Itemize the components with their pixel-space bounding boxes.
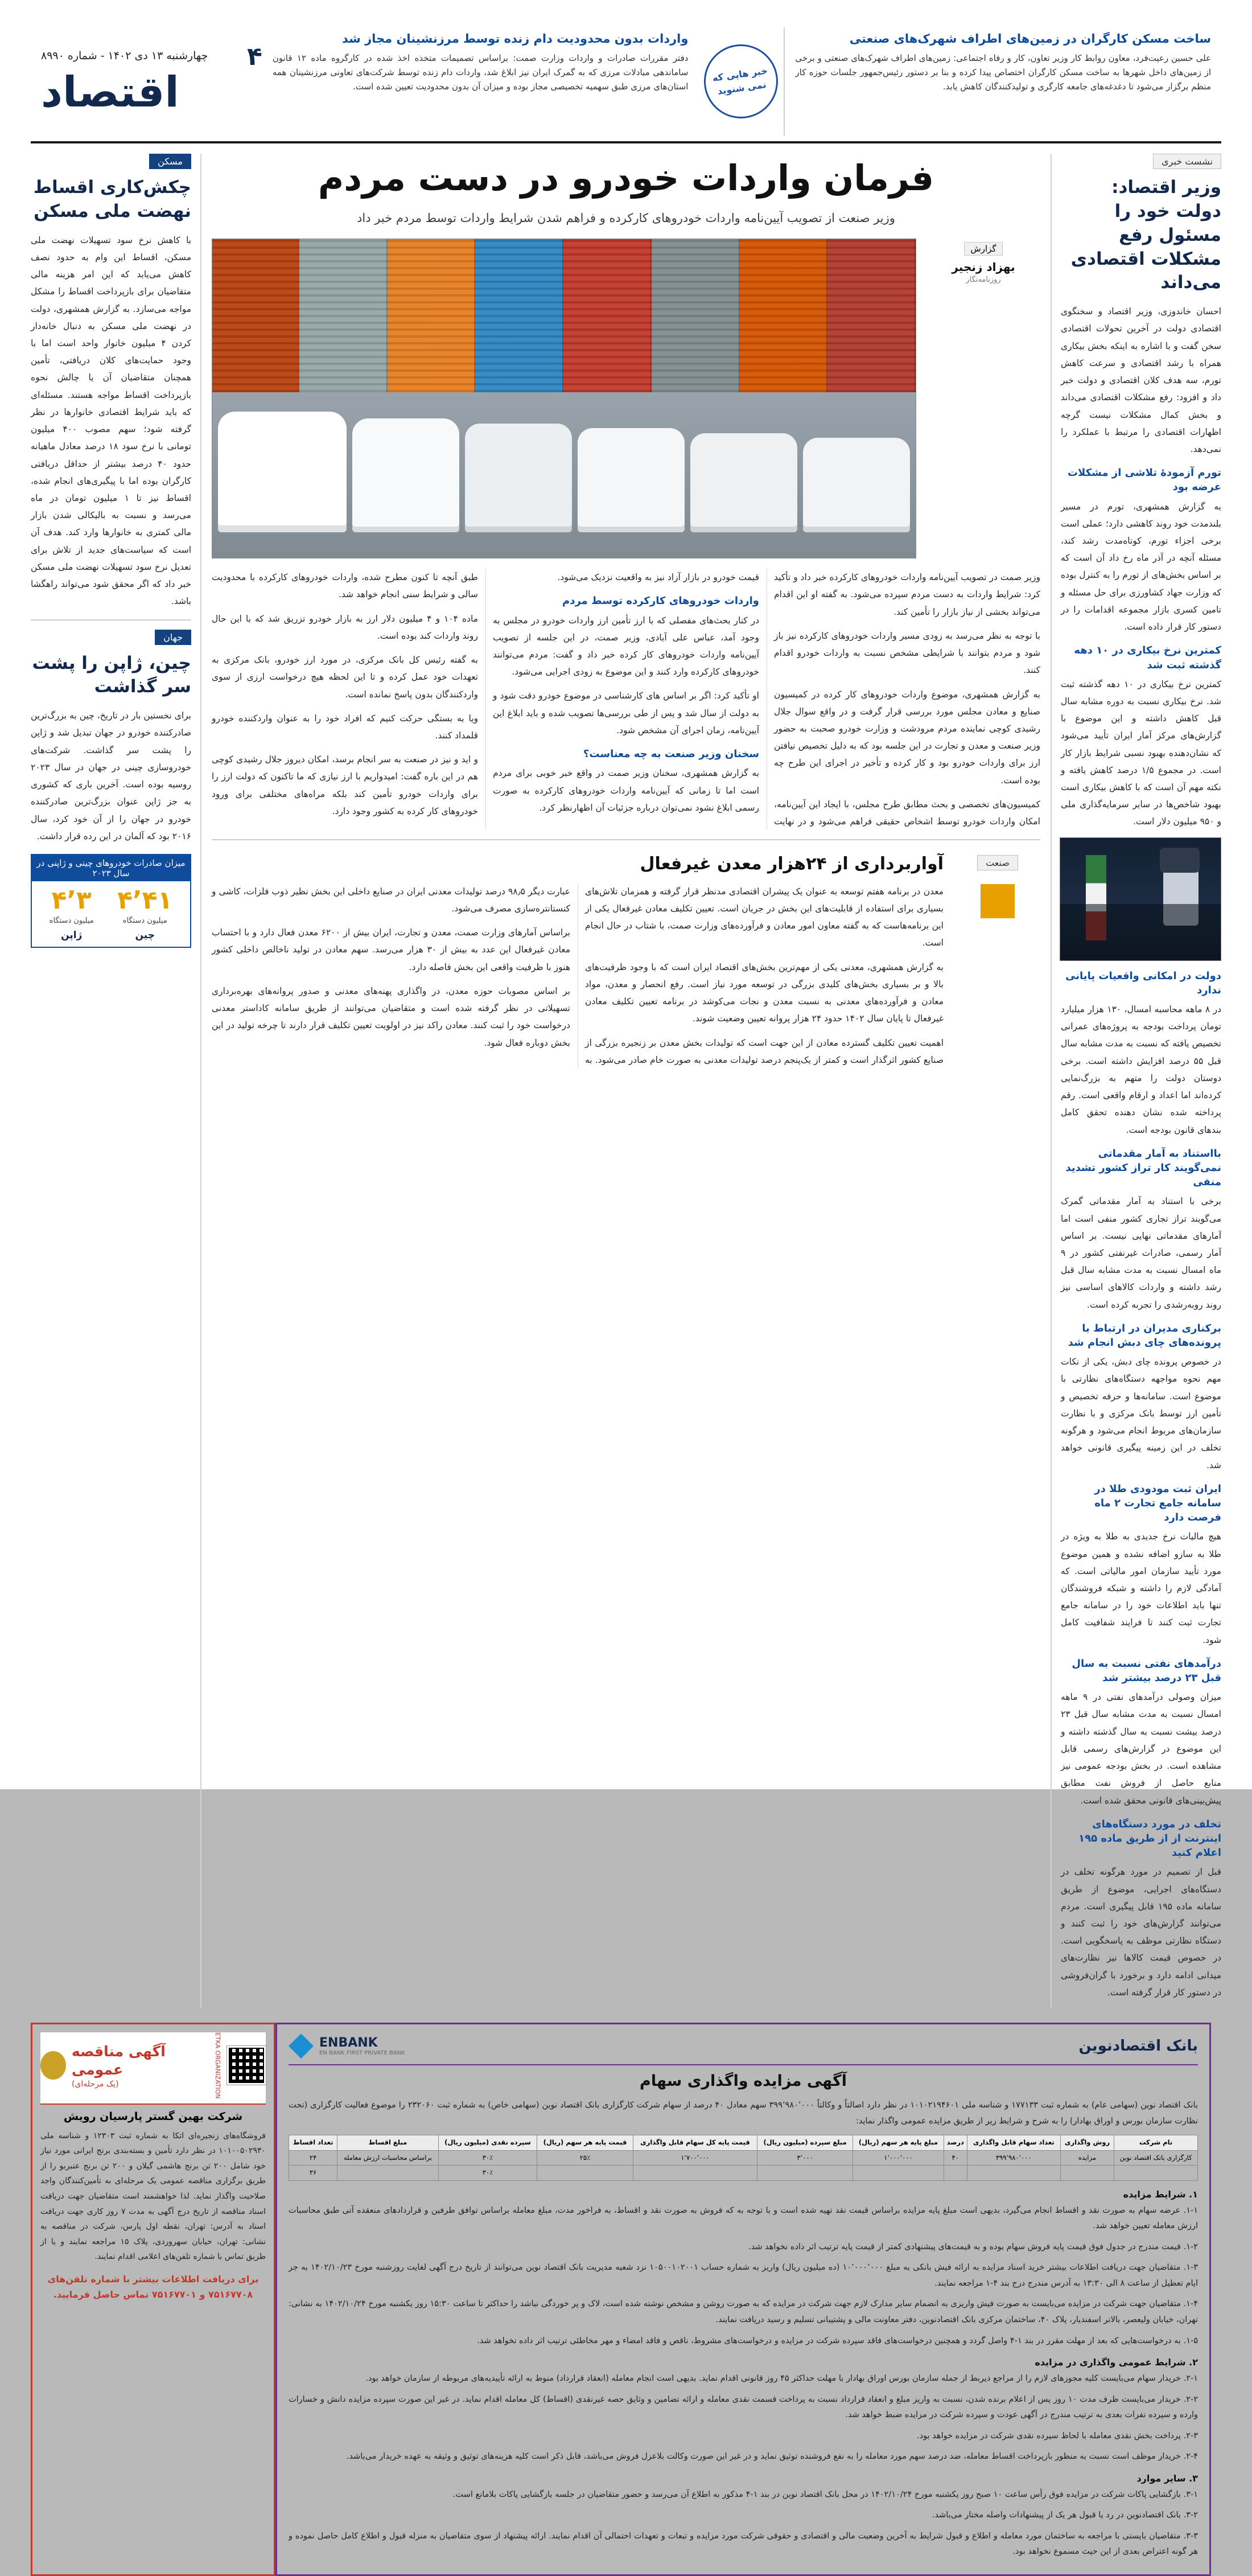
mining-p-1: به گزارش همشهری، معدنی یکی از مهم‌ترین بخش‌های اقتصاد ایران است که با وجود ظرفیت‌های بالا و بر بسیاری بخش‌های کلیدی بزرگی در توسعه مورد نیاز است. رفع انحصار و معدن، مواد معادن و فرآورده‌های معدنی به نسبت معدن و نجات می‌کوشد در برنامه تعیین تکلیف معادن غیرفعال تا پایان سال ۱۴۰۲ حدود ۲۴ هزار پروانه تعیین وضعیت شوند. (585, 962, 944, 1024)
column-right (1051, 154, 1221, 2008)
right-sub-6: درآمدهای نفتی نسبت به سال قبل ۲۳ درصد بیشتر شد (1072, 1657, 1221, 1685)
page-number: ۴ (247, 42, 262, 71)
chart-caption: میزان صادرات خودروهای چینی و ژاپنی در سال ۲۰۲۳ (32, 855, 190, 881)
table-row (289, 2150, 1198, 2166)
masthead-briefs (262, 27, 1221, 135)
issue-line: چهارشنبه ۱۳ دی ۱۴۰۲ - شماره ۸۹۹۰ (41, 50, 208, 62)
world-title: چین، ژاپن را پشت سر گذاشت (32, 652, 191, 697)
lead-body-columns (212, 569, 1040, 830)
th-5: مبلغ سپرده (میلیون ریال) (757, 2135, 853, 2151)
cell-0-9: براساس محاسبات ارزش معامله (337, 2150, 438, 2166)
mining-p-3: براساس آمارهای وزارت صمت، معدن و تجارت، ایران بیش از ۶۲۰۰ معدن فعال دارد و با احتساب معادن غیرفعال این عدد به بیش از ۳۰ هزار می‌رسد. سهم معادن در تولید ناخالص داخلی کشور هنوز با ظرفیت واقعی این بخش فاصله دارد. (212, 927, 570, 972)
cell-1-6 (633, 2166, 757, 2181)
stamp-label: خبر هایی که نمی شنوید (699, 40, 783, 124)
mining-p-0: معدن در برنامه هفتم توسعه به عنوان یک پیشران اقتصادی مدنظر قرار گرفته و همزمان تلاش‌های بسیاری برای استفاده از قابلیت‌های این بخش در جریان است. تعیین تکلیف معادن غیرفعال یکی از این برنامه‌هاست که به گفته معاون امور معادن و فرآورده‌های وزارت صمت، با شتاب در حال انجام است. (585, 886, 944, 948)
th-4: مبلغ پایه هر سهم (ریال) (852, 2135, 944, 2151)
stat-china-label: چین (135, 929, 155, 941)
brief-item (262, 27, 699, 135)
lead-p-0: وزیر صمت در تصویب آیین‌نامه واردات خودروهای کارکرده خبر داد و تأکید کرد: شرایط واردات به دست مردم سپرده می‌شود. به گفته او این اقدام می‌تواند بخشی از نیاز بازار را تأمین کند. (774, 572, 1040, 617)
qr-code (227, 2046, 266, 2085)
th-1: روش واگذاری (1060, 2135, 1114, 2151)
right-article-title: وزیر اقتصاد: دولت خود را مسئول رفع مشکلات اقتصادی می‌داند (1070, 177, 1221, 293)
right-sub-5-body: هیچ مالیات نرخ جدیدی به طلا به ویژه در طلا به سازو اضافه نشده و همین موضوع مورد تأیید سازمان امور مالیاتی است. که آمادگی لازم را داشته و شبکه فروشندگان تنها باید اطلاعات خود را در سامانه جامع تجارت ثبت کنند تا فرایند شفافیت کامل شود. (1061, 1531, 1221, 1645)
auction-sec-0-head: ۱. شرایط مزایده (1123, 2188, 1198, 2200)
bank-logo-icon (289, 2033, 314, 2059)
byline-role: روزنامه‌نگار (966, 276, 1001, 285)
tender-body: فروشگاه‌های زنجیره‌ای اتکا به شماره ثبت ۱۲۳۰۳ و شناسه ملی ۱۰۱۰۰۵۰۲۹۳۰ در نظر دارد تأمین و بسته‌بندی برنج ایرانی مورد نیاز خود شامل ۲۰۰ تن برنج هاشمی گیلان و ۲۰۰ تن برنج عنبربو را از طریق برگزاری مناقصه عمومی یک مرحله‌ای به تأمین‌کنندگان واجد صلاحیت واگذار نماید. لذا خواهشمند است متقاضیان جهت دریافت اسناد مناقصه از تاریخ درج آگهی به مدت ۷ روز کاری جهت دریافت اسناد به آدرس: تهران، نقطه اول پارس، شرکت در مناقصه به نشانی: تهران، خیابان سهروردی، پلاک ۱۵ مراجعه نمایند و یا از طریق تماس با شماره تلفن‌های اعلامی اقدام نمایند. (40, 2131, 266, 2262)
auction-sec-0-item-3: ۱-۴. متقاضیان جهت شرکت در مزایده می‌بایست به صورت فیش واریزی به انضمام سایر مدارک لازم جهت شرکت در مزایده که به صورت روشن و مشخص نوشته شده است، لاک و پر خوردگی نباشد را حداکثر تا ساعت ۱۵:۳۰ روز یکشنبه مورخ ۱۴۰۲/۱۰/۲۴ به نشانی: تهران، خیابان ولیعصر، بالاتر اسفندیار، پلاک ۴۰، ساختمان مرکزی بانک اقتصادنوین، دفتر معاونت مالی و پشتیبانی تسلیم و رسید دریافت نمایند. (289, 2299, 1198, 2325)
cell-1-1 (1060, 2166, 1114, 2181)
lead-deck: وزیر صنعت از تصویب آیین‌نامه واردات خودروهای کارکرده و فراهم شدن شرایط واردات توسط مردم خبر داد (357, 211, 895, 225)
th-7: قیمت پایه هر سهم (ریال) (537, 2135, 633, 2151)
lead-p-2: به گزارش همشهری، موضوع واردات خودروهای کار کرده در کمیسیون صنایع و معادن مجلس مورد بررسی قرار گرفت و در واقع سوال جلال رشیدی کوچی نماینده مردم مرودشت و وزارت خودرو صحبت به حضور وزیر صنعت و معدن و تجارت در این جلسه بود که به دلیل تخصیص نیافتن ارز برای واردات خودرو بود و کار کرده و تأخیر در اجرای این طرح چه بوده است. (774, 689, 1040, 786)
bank-tagline: EN BANK FIRST PRIVATE BANK (319, 2050, 405, 2057)
bank-ad-header (289, 2033, 1198, 2065)
brief-text: دفتر مقررات صادرات و واردات وزارت صمت: براساس تصمیمات متخذه اخذ شده در کارگروه ماده ۱۲ قانون ساماندهی مبادلات مرزی که به گمرک ایران نیز ابلاغ شد، واردات دام زنده توسط شرکت‌های تعاونی مرزنشینان همه استان‌های مرزی طبق سهمیه تخصیصی مجاز بوده و میزان آن بدون محدودیت تعیین شده است. (272, 53, 689, 92)
lead-sub1-p0: در کنار بحث‌های مفصلی که با ارز تأمین ارز واردات خودرو در مجلس به وجود آمد، عباس علی آبادی، وزیر صمت، در این جلسه از تصویب آیین‌نامه واردات خودروهای کار کرده خبر داد و گفت: مردم می‌توانند خودروهای کارکرده وارد کنند و این موضوع به زودی اجرایی می‌شود. (493, 615, 759, 677)
housing-body: با کاهش نرخ سود تسهیلات نهضت ملی مسکن، اقساط این وام به حدود نصف کاهش می‌یابد که این امر هزینه مالی متقاضیان برای بازپرداخت اقساط را مشکل مواجه می‌سازد. به گزارش همشهری، دولت در نهضت ملی مسکن به دنبال خانه‌دار کردن ۴ میلیون خانوار واحد است اما با وجود حمایت‌های کلان دریافتی، تأمین همچنان متقاضیان آن یا چالش نحوه بازپرداخت اقساط مواجه هستند. مسئله‌ای که باید شرایط اقتصادی خانوارها در نظر گرفته شود؛ سهم مصوب ۴۰۰ میلیون تومانی با نرخ سود ۱۸ درصد معادل ماهیانه حدود ۴۰ درصد بیشتر از حداقل دریافتی کارگران بوده اما با پیگیری‌های انجام شده، اقساط نیز تا ۱ میلیون تومان در ماه می‌رسد و نسبت به بالیکالی شدن بازار مالی کمتری به خانوارها وارد کند. هدف آن است که سیاست‌های جدید از تلاش برای تعدیل نرخ سود تسهیلات نهضت ملی مسکن خبر داد که اگر محقق شود می‌تواند راهگشا باشد. (31, 235, 192, 607)
brief-title: ساخت مسکن کارگران در زمین‌های اطراف شهرک‌های صنعتی (849, 32, 1211, 46)
auction-sec-1-item-1: ۲-۲. خریدار می‌بایست ظرف مدت ۱۰ روز پس از اعلام برنده شدن، نسبت به واریز مبلغ و انعقاد قرارداد نسبت به پرداخت قسمت نقدی معامله و ارائه تضامین و وثایق حصه غیرنقدی (اقساط) کل معامله اقدام نماید. در غیر این صورت سپرده مزایده دانش و خسارات وارده و سپرده نفرات بعدی به ترتیب مندرج در آگهی عودت و سپرده شرکت در مزایده ضبط خواهد شد. (289, 2394, 1198, 2420)
cell-1-2 (967, 2166, 1060, 2181)
stat-japan-value: ۴٬۳ (51, 885, 92, 915)
byline-box (926, 239, 1040, 284)
lead-photo (212, 239, 916, 558)
tender-subtitle: (یک مرحله‌ای) (71, 2079, 119, 2089)
tender-title: آگهی مناقصه عمومی (71, 2043, 166, 2078)
kicker-industry: صنعت (977, 855, 1018, 870)
main-grid (31, 154, 1221, 2008)
mining-body (212, 883, 944, 1069)
mining-article (212, 849, 1040, 1069)
right-sub-2: دولت در امکانی واقعیات پایانی ندارد (1065, 969, 1221, 996)
cell-1-9 (337, 2166, 438, 2181)
lead-p-5: به گفته رئیس کل بانک مرکزی، در مورد ارز خودرو، بانک مرکزی به تعهدات خود عمل کرده و تا این لحظه هیچ درخواست ارزی از سوی واردکنندگان بدون پاسخ نمانده است. (212, 655, 478, 700)
auction-sec-1-item-2: ۲-۳. پرداخت بخش نقدی معامله با لحاظ سپرده نقدی شرکت در مزایده خواهد بود. (917, 2431, 1198, 2441)
th-0: نام شرکت (1114, 2135, 1198, 2151)
right-sub-0: تورم آزمودهٔ تلاشی از مشکلات عرضه بود (1067, 467, 1221, 494)
kicker-news-conf: نشست خبری (1153, 154, 1221, 169)
th-9: مبلغ اقساط (337, 2135, 438, 2151)
cell-1-0 (1114, 2166, 1198, 2181)
cell-0-3: ۴۰ (944, 2150, 967, 2166)
th-8: سپرده نقدی (میلیون ریال) (438, 2135, 537, 2151)
bank-auction-ad (275, 2023, 1211, 2576)
etka-logo-icon (40, 2051, 66, 2080)
tender-ad (31, 2023, 275, 2576)
cell-0-1: مزایده (1060, 2150, 1114, 2166)
column-left (31, 154, 201, 2008)
right-sub-4-body: در خصوص پرونده چای دبش، یکی از نکات مهم نحوه مواجهه دستگاه‌های نظارتی با موضوع است. سامانه‌ها و حرفه تخصیص و تأمین ارز توسط بانک مرکزی و با نظارت سازمان‌های مربوط انجام می‌شود و هرگونه تخلف در این زمینه پیگیری قانونی خواهد شد. (1061, 1357, 1221, 1470)
cell-0-7: ۲۵٪ (537, 2150, 633, 2166)
column-center (201, 154, 1051, 2008)
auction-sec-1-head: ۲. شرایط عمومی واگذاری در مزایده (1035, 2357, 1198, 2368)
right-sub-7-body: قبل از تصمیم در مورد هرگونه تخلف در دستگاه‌های اجرایی، موضوع از طریق سامانه ماده ۱۹۵ قابل پیگیری است. مردم می‌توانند گزارش‌های خود را ثبت کنند و دستگاه نظارتی موظف به پاسخگویی است. در خصوص قیمت کالاها نیز نظارت‌های میدانی ادامه دارد و برخورد با گران‌فروشی در دستور کار قرار گرفته است. (1061, 1867, 1221, 1998)
kicker-housing: مسکن (149, 154, 191, 169)
cell-1-7 (537, 2166, 633, 2181)
divider (212, 839, 1040, 840)
right-article-lead: احسان خاندوزی، وزیر اقتصاد و سخنگوی اقتصادی دولت در آخرین تحولات اقتصادی سخن گفت و با اشاره به اینکه بخش بیکاری همراه با رشد اقتصادی و سرعت کاهش تورم، سه هدف کلان اقتصادی و دولت خبر داد و افزود: رفع مشکلات اقتصادی می‌داند و بخش کمال مشکلات نیست گرچه اظهارات اقتصادی را مرتبط با عملکرد را نمی‌دهد. (1061, 306, 1221, 454)
tender-header (40, 2032, 266, 2105)
cell-1-3 (944, 2166, 967, 2181)
stat-japan (49, 885, 94, 941)
stat-china-unit: میلیون دستگاه (122, 916, 167, 925)
byline-kicker: گزارش (964, 242, 1002, 256)
stat-japan-unit: میلیون دستگاه (49, 916, 94, 925)
lead-p-1: با توجه به نظر می‌رسد به زودی مسیر واردات خودروهای کارکرده نیز باز شود و مردم بتوانند با شرایطی مشخص نسبت به واردات خودرو اقدام کنند. (774, 630, 1040, 676)
th-6: قیمت پایه کل سهام قابل واگذاری (633, 2135, 757, 2151)
auction-sec-0-item-0: ۱-۱. عرضه سهام به صورت نقد و اقساط انجام می‌گیرد، بدیهی است مبلغ پایه مزایده براساس قیمت نقد تهیه شده است و با توجه به که فروش به صورت نقد و اقساط، به فراخور مدت، مبلغ معامله براساس توافق طرفین و قراردادهای منعقده آتی طبق محاسبات ارزش معامله تعیین خواهد شد. (289, 2205, 1198, 2231)
cell-1-5 (757, 2166, 853, 2181)
auction-title: آگهی مزایده واگذاری سهام (640, 2072, 847, 2090)
tender-org-name: شرکت بهین گستر پارسیان رویش (63, 2110, 243, 2123)
right-sub-1: کمترین نرخ بیکاری در ۱۰ دهه گذشته ثبت شد (1074, 644, 1221, 671)
brief-item (784, 27, 1221, 135)
stat-china (117, 885, 173, 941)
stamp (698, 27, 784, 135)
cell-0-5: ۳٬۰۰۰ (757, 2150, 853, 2166)
cell-1-10: ۳۶ (289, 2166, 337, 2181)
th-2: تعداد سهام قابل واگذاری (967, 2135, 1060, 2151)
press-conference-photo (1060, 837, 1221, 961)
brief-title: واردات بدون محدودیت دام زنده توسط مرزنشینان مجاز شد (341, 32, 689, 46)
th-10: تعداد اقساط (289, 2135, 337, 2151)
right-sub-3: بااستناد به آمار مقدماتی نمی‌گویند کار تراز کشور تشدید منفی (1065, 1147, 1221, 1189)
right-sub-4: برکناری مدیران در ارتباط با پرونده‌های چای دبش انجام شد (1068, 1322, 1221, 1349)
auction-table (289, 2135, 1198, 2181)
kicker-world: جهان (155, 630, 191, 645)
auction-intro: بانک اقتصاد نوین (سهامی عام) به شماره ثبت ۱۷۷۱۳۳ و شناسه ملی ۱۰۱۰۲۱۹۴۶۰۱ در نظر دارد اصالتاً و وکالتاً ۳۹۹٬۹۸۰٬۰۰۰ سهم معادل ۴۰ درصد از سهام شرکت کارگزاری بانک اقتصاد نوین (سهامی خاص) به شماره ثبت ۲۳۲۰۶۰ را موضوع فعالیت کارگزاری (تحت نظارت سازمان بورس و اوراق بهادار) را به شرح و شرایط زیر از طریق مزایده عمومی واگذار نماید: (289, 2101, 1198, 2126)
byline-author: بهزاد زنجیر (952, 260, 1015, 274)
table-row (289, 2166, 1198, 2181)
cell-0-4: ۱٬۰۰۰٬۰۰۰ (852, 2150, 944, 2166)
lead-headline: فرمان واردات خودرو در دست مردم (318, 157, 934, 199)
lead-sub3-p0: ویا به بستگی حرکت کنیم که افراد خود را به عنوان واردکننده خودرو قلمداد کنند. (212, 713, 478, 741)
stat-japan-label: ژاپن (61, 929, 83, 941)
housing-title: چکش‌کاری اقساط نهضت ملی مسکن (33, 177, 191, 221)
auction-sec-1-item-3: ۲-۴. خریدار موظف است نسبت به منظور بازپرداخت اقساط معامله، ضد درصد سهم مورد معامله را به نفع فروشنده توثیق نماید و در غیر این صورت وکالت بلاعزل فروش می‌باشد، قابل ذکر است کلیه هزینه‌های توثیق و وثیقه به عهده خریدار می‌باشد. (346, 2452, 1198, 2462)
lead-sub-1: واردات خودروهای کارکرده توسط مردم (562, 595, 759, 607)
divider-left (31, 619, 191, 621)
mining-p-2: اهمیت تعیین تکلیف گسترده معادن از این جهت است که تولیدات بخش معدن بر زنجیره بزرگی از صنایع کشور اثرگذار است و کمتر از یک‌پنجم درصد تولیدات معدنی به صورت خام صادر می‌شود. به عبارت دیگر ۹۸٫۵ درصد تولیدات معدنی ایران در صنایع داخلی این بخش نظیر ذوب فلزات، کاشی و کنستانتره‌سازی مصرف می‌شود. (212, 886, 944, 1065)
right-sub-6-body: میزان وصولی درآمدهای نفتی در ۹ ماهه امسال نسبت به مدت مشابه سال قبل ۲۳ درصد بیشت نسبت به سال گذشته داشته و این موضوع در گزارش‌های رسمی قابل مشاهده است. در بخش بودجه عمومی نیز منابع حاصل از فروش نفت مطابق پیش‌بینی‌های قانونی محقق شده است. (1061, 1692, 1222, 1806)
bank-name: بانک اقتصادنوین (1078, 2037, 1198, 2055)
brief-text: علی حسین رعیت‌فرد، معاون روابط کار وزیر تعاون، کار و رفاه اجتماعی: زمین‌های اطراف شهرک‌های صنعتی و برخی از زمین‌های داخل شهرها به ساخت مسکن کارگران اختصاص پیدا کرده و بنا بر دستور رئیس‌جمهور جلسات حوزه کار منظم برگزار می‌شود تا دغدغه‌های جامعه کارگری و تولیدکنندگان کاهش یابد. (795, 53, 1211, 92)
industry-icon (981, 884, 1015, 918)
mining-p-4: بر اساس مصوبات حوزه معدن، در واگذاری پهنه‌های معدنی و صدور پروانه‌های بهره‌برداری تسهیلاتی در نظر گرفته شده است و متقاضیان می‌توانند از طریق سامانه کاداستر معدنی درخواست خود را ثبت کنند. معادن راکد نیز در اولویت تعیین تکلیف قرار دارند تا چرخه تولید در این بخش دوباره فعال شود. (212, 985, 570, 1048)
cell-1-8: ۳۰٪ (438, 2166, 537, 2181)
tender-org-tag: ETKA ORGANIZATION (214, 2032, 221, 2099)
lead-sub2-p1: طبق آنچه تا کنون مطرح شده، واردات خودروهای کارکرده با محدودیت سالی و شرایط سنی انجام خواهد شد. (212, 572, 478, 600)
cell-0-8: ۳۰٪ (438, 2150, 537, 2166)
right-sub-1-body: کمترین نرخ بیکاری در ۱۰ دهه گذشته ثبت شد. نرخ بیکاری نسبت به دوره مشابه سال قبل کاهش داشته و این موضوع با گزارش‌های مرکز آمار ایران تأیید می‌شود که نشان‌دهنده بهبود نسبی شرایط بازار کار است. در مجموع ۱/۵ درصد کاهش یافته و نکته مهم آن است که با کاهش بیکاری است بهبود شاخص‌ها در سایر سرمایه‌گذاری ملی و ۹۵۰ میلیون دلار است. (1061, 679, 1221, 827)
world-body: برای نخستین بار در تاریخ، چین به بزرگ‌ترین صادرکننده خودرو در جهان تبدیل شد و ژاپن را پشت سر گذاشت. شرکت‌های خودروسازی چینی در جهان در سال ۲۰۲۳ روسیه بوده است. آخرین باری که کشوری به جز ژاپن عنوان بزرگ‌ترین صادرکننده خودرو در جهان را از آن خود کرد، سال ۲۰۱۶ بود که آلمان در این رده قرار داشت. (31, 710, 191, 841)
auction-sec-0-item-1: ۱-۲. قیمت مندرج در جدول فوق قیمت پایه فروش سهام بوده و به قیمت‌های پیشنهادی کمتر از قیمت پایه ترتیب اثر داده نخواهد شد. (748, 2242, 1198, 2252)
auction-sec-0-item-2: ۱-۳. متقاضیان جهت دریافت اطلاعات بیشتر خرید اسناد مزایده به ارائه فیش بانکی به مبلغ ۱۰٬۰۰۰٬۰۰۰ (ده میلیون ریال) واریز به شماره حساب ۱۰۵۰۰۱۰۲۰۰۱ نزد شعبه مدیریت بانک اقتصاد نوین می‌توانند از تاریخ درج آگهی لغایت روزشنبه مورخ ۱۴۰۲/۱۰/۲۳ به جز ایام تعطیل از ساعت ۸ الی ۱۳:۳۰ به آدرس مندرج درج بند ۴-۱ مراجعه نمایند. (289, 2263, 1198, 2288)
right-sub-3-body: برخی با استناد به آمار مقدماتی گمرک می‌گویند تراز تجاری کشور منفی است اما آمارهای مقدماتی نهایی نیست. بر اساس آمار رسمی، صادرات غیرنفتی کشور در ۹ ماه امسال نسبت به مدت مشابه سال قبل رشد داشته و واردات کالاهای اساسی نیز روند روبه‌رشدی را تجربه کرده است. (1061, 1196, 1221, 1310)
th-3: درصد (944, 2135, 967, 2151)
right-sub-2-body: در ۸ ماهه محاسبه امسال، ۱۳۰ هزار میلیارد تومان پرداخت بودجه به پروژه‌های عمرانی تخصیص یافته که نسبت به مدت مشابه سال قبل ۵۵ درصد افزایش داشته است. برخی دوستان دولت را متهم به بزرگ‌نمایی کرده‌اند اما اعداد و ارقام واقعی است. رقم پرداخته شده نشان دهنده تحقق کامل بندهای قانون بودجه است. (1061, 1004, 1221, 1135)
lead-p-3: کمیسیون‌های تخصصی و بحث مطابق طرح مجلس، با ایجاد این آیین‌نامه، امکان واردات خودرو توسط اشخاص حقیقی فراهم می‌شود و در نهایت قیمت خودرو در بازار آزاد نیز به واقعیت نزدیک می‌شود. (557, 572, 1040, 827)
auction-sec-2-head: ۳. سایر موارد (1136, 2472, 1198, 2484)
mining-title: آواربرداری از ۲۴هزار معدن غیرفعال (640, 854, 944, 874)
tender-footer: برای دریافت اطلاعات بیشتر با شماره تلفن‌های ۷۵۱۶۷۷۰۸ و ۷۵۱۶۷۷۰۱ تماس حاصل فرمایید. (47, 2274, 259, 2300)
stat-china-value: ۴٬۴۱ (117, 885, 173, 915)
cell-1-4 (852, 2166, 944, 2181)
masthead-logo (31, 27, 234, 135)
cell-0-10: ۲۴ (289, 2150, 337, 2166)
right-sub-0-body: به گزارش همشهری، تورم در مسیر بلندمدت خود روند کاهشی دارد؛ عملی است برخی اجزاء تورم، کوتاه‌مدت رشد کند، مسئله آنچه در آذر ماه رخ داد آن است که بر اساس بخش‌های از تورم را به کنترل بوده که وزارت جهاد کشاورزی برای حل مسئله و تامین کسری بازار مجموعه اقدامات را در دستور کار قرار داده است. (1061, 501, 1221, 632)
lead-sub1-p1: او تأکید کرد: اگر بر اساس های کارشناسی در موضوع خودرو دقت شود و به دولت از سال شد و پس از طی بررسی‌ها تصویب شده و باید ابلاغ این آیین‌نامه، زمان اجرای آن مشخص شود. (493, 691, 759, 736)
paper-name: اقتصاد (41, 68, 179, 117)
cell-0-0: کارگزاری بانک اقتصاد نوین (1114, 2150, 1198, 2166)
bank-latin-name: ENBANK (319, 2036, 378, 2051)
lead-sub2-p0: به گزارش همشهری، سخنان وزیر صمت در واقع خبر خوبی برای مردم است اما تا زمانی که آیین‌نامه واردات خودروهای کارکرده به صورت رسمی ابلاغ نشود نمی‌توان درباره جزئیات آن اظهارنظر کرد. (493, 768, 759, 813)
masthead (31, 27, 1221, 143)
lead-sub3-p1: و اید و نیز در صنعت به سر انجام برسد، امکان دیروز جلال رشیدی کوچی هم در این باره گفت: امیدواریم با ارز نیازی که ما تاکنون که دولت ارز را برای واردات خودرو تأمین کند بلکه مراه‌های مختلفی برای ورود خودروهای کار کرده به کشور وجود دارد. (212, 754, 478, 816)
cell-0-6: ۱٬۷۰۰٬۰۰۰ (633, 2150, 757, 2166)
auction-sec-2-item-2: ۳-۳. متقاضیان بایستی با مراجعه به ساختمان مورد معامله و اطلاع و قبول شرایط به آخرین وضعیت مالی و اقتصادی و حقوقی شرکت مورد مزایده و تبعات و تعهدات احتمالی آن اقدام نمایند. ارائه پیشنهاد از سوی متقاضیان به منزله قبول و اطلاع کامل حاصل نموده و هر گونه اعتراض بعدی از این حیث مسموع نخواهد بود. (289, 2531, 1198, 2557)
table-header-row (289, 2135, 1198, 2151)
auction-sec-2-item-1: ۳-۲. بانک اقتصادنوین در رد یا قبول هر یک از پیشنهادات واصله مختار می‌باشد. (932, 2511, 1198, 2520)
lead-sub-2: سخنان وزیر صنعت به چه معناست؟ (583, 748, 759, 761)
cell-0-2: ۳۹۹٬۹۸۰٬۰۰۰ (967, 2150, 1060, 2166)
right-sub-5: ایران ثبت مودودی طلا در سامانه جامع تجارت ۲ ماه فرصت دارد (1094, 1482, 1221, 1524)
auction-sec-2-item-0: ۳-۱. بازگشایی پاکات شرکت در مزایده فوق رأس ساعت ۱۰ صبح روز یکشنبه مورخ ۱۴۰۲/۱۰/۲۴ در محل بانک اقتصاد نوین در بند ۱-۴ مذکور به اطلاع آن می‌رسد و حضور متقاضیان در جلسه بازگشایی پاکات بلامانع است. (452, 2489, 1198, 2499)
right-sub-7: تخلف در مورد دستگاه‌های اینترنت از از طریق ماده ۱۹۵ اعلام کنید (1078, 1818, 1221, 1859)
bottom-ads (31, 2023, 1221, 2576)
export-stats-chart (31, 854, 191, 948)
auction-sec-0-item-4: ۱-۵. به درخواست‌هایی که بعد از مهلت مقرر در بند ۱-۴ واصل گردد و همچنین درخواست‌های فاقد سپرده شرکت در مزایده و درخواست‌های مشروط، ناقص و فاقد امضاء و مهر مخاطئی ترتیب اثر داده نخواهد شد. (477, 2336, 1198, 2345)
lead-p-4: ماده ۱۰۴ و ۴ میلیون دلار ارز به بازار خودرو تزریق شد که با این حال روند واردات کند بوده است. (212, 613, 478, 641)
auction-sec-1-item-0: ۲-۱. خریدار سهام می‌بایست کلیه مجوزهای لازم را از مراجع ذیربط از جمله سازمان بورس اوراق بهادار با مهلت حداکثر ۴۵ روز قانونی اقدام نماید. بدیهی است انجام معامله (انعقاد قرارداد) منوط به ارائه تأییدیه‌های مربوطه از سازمان خواهد بود. (365, 2374, 1198, 2384)
